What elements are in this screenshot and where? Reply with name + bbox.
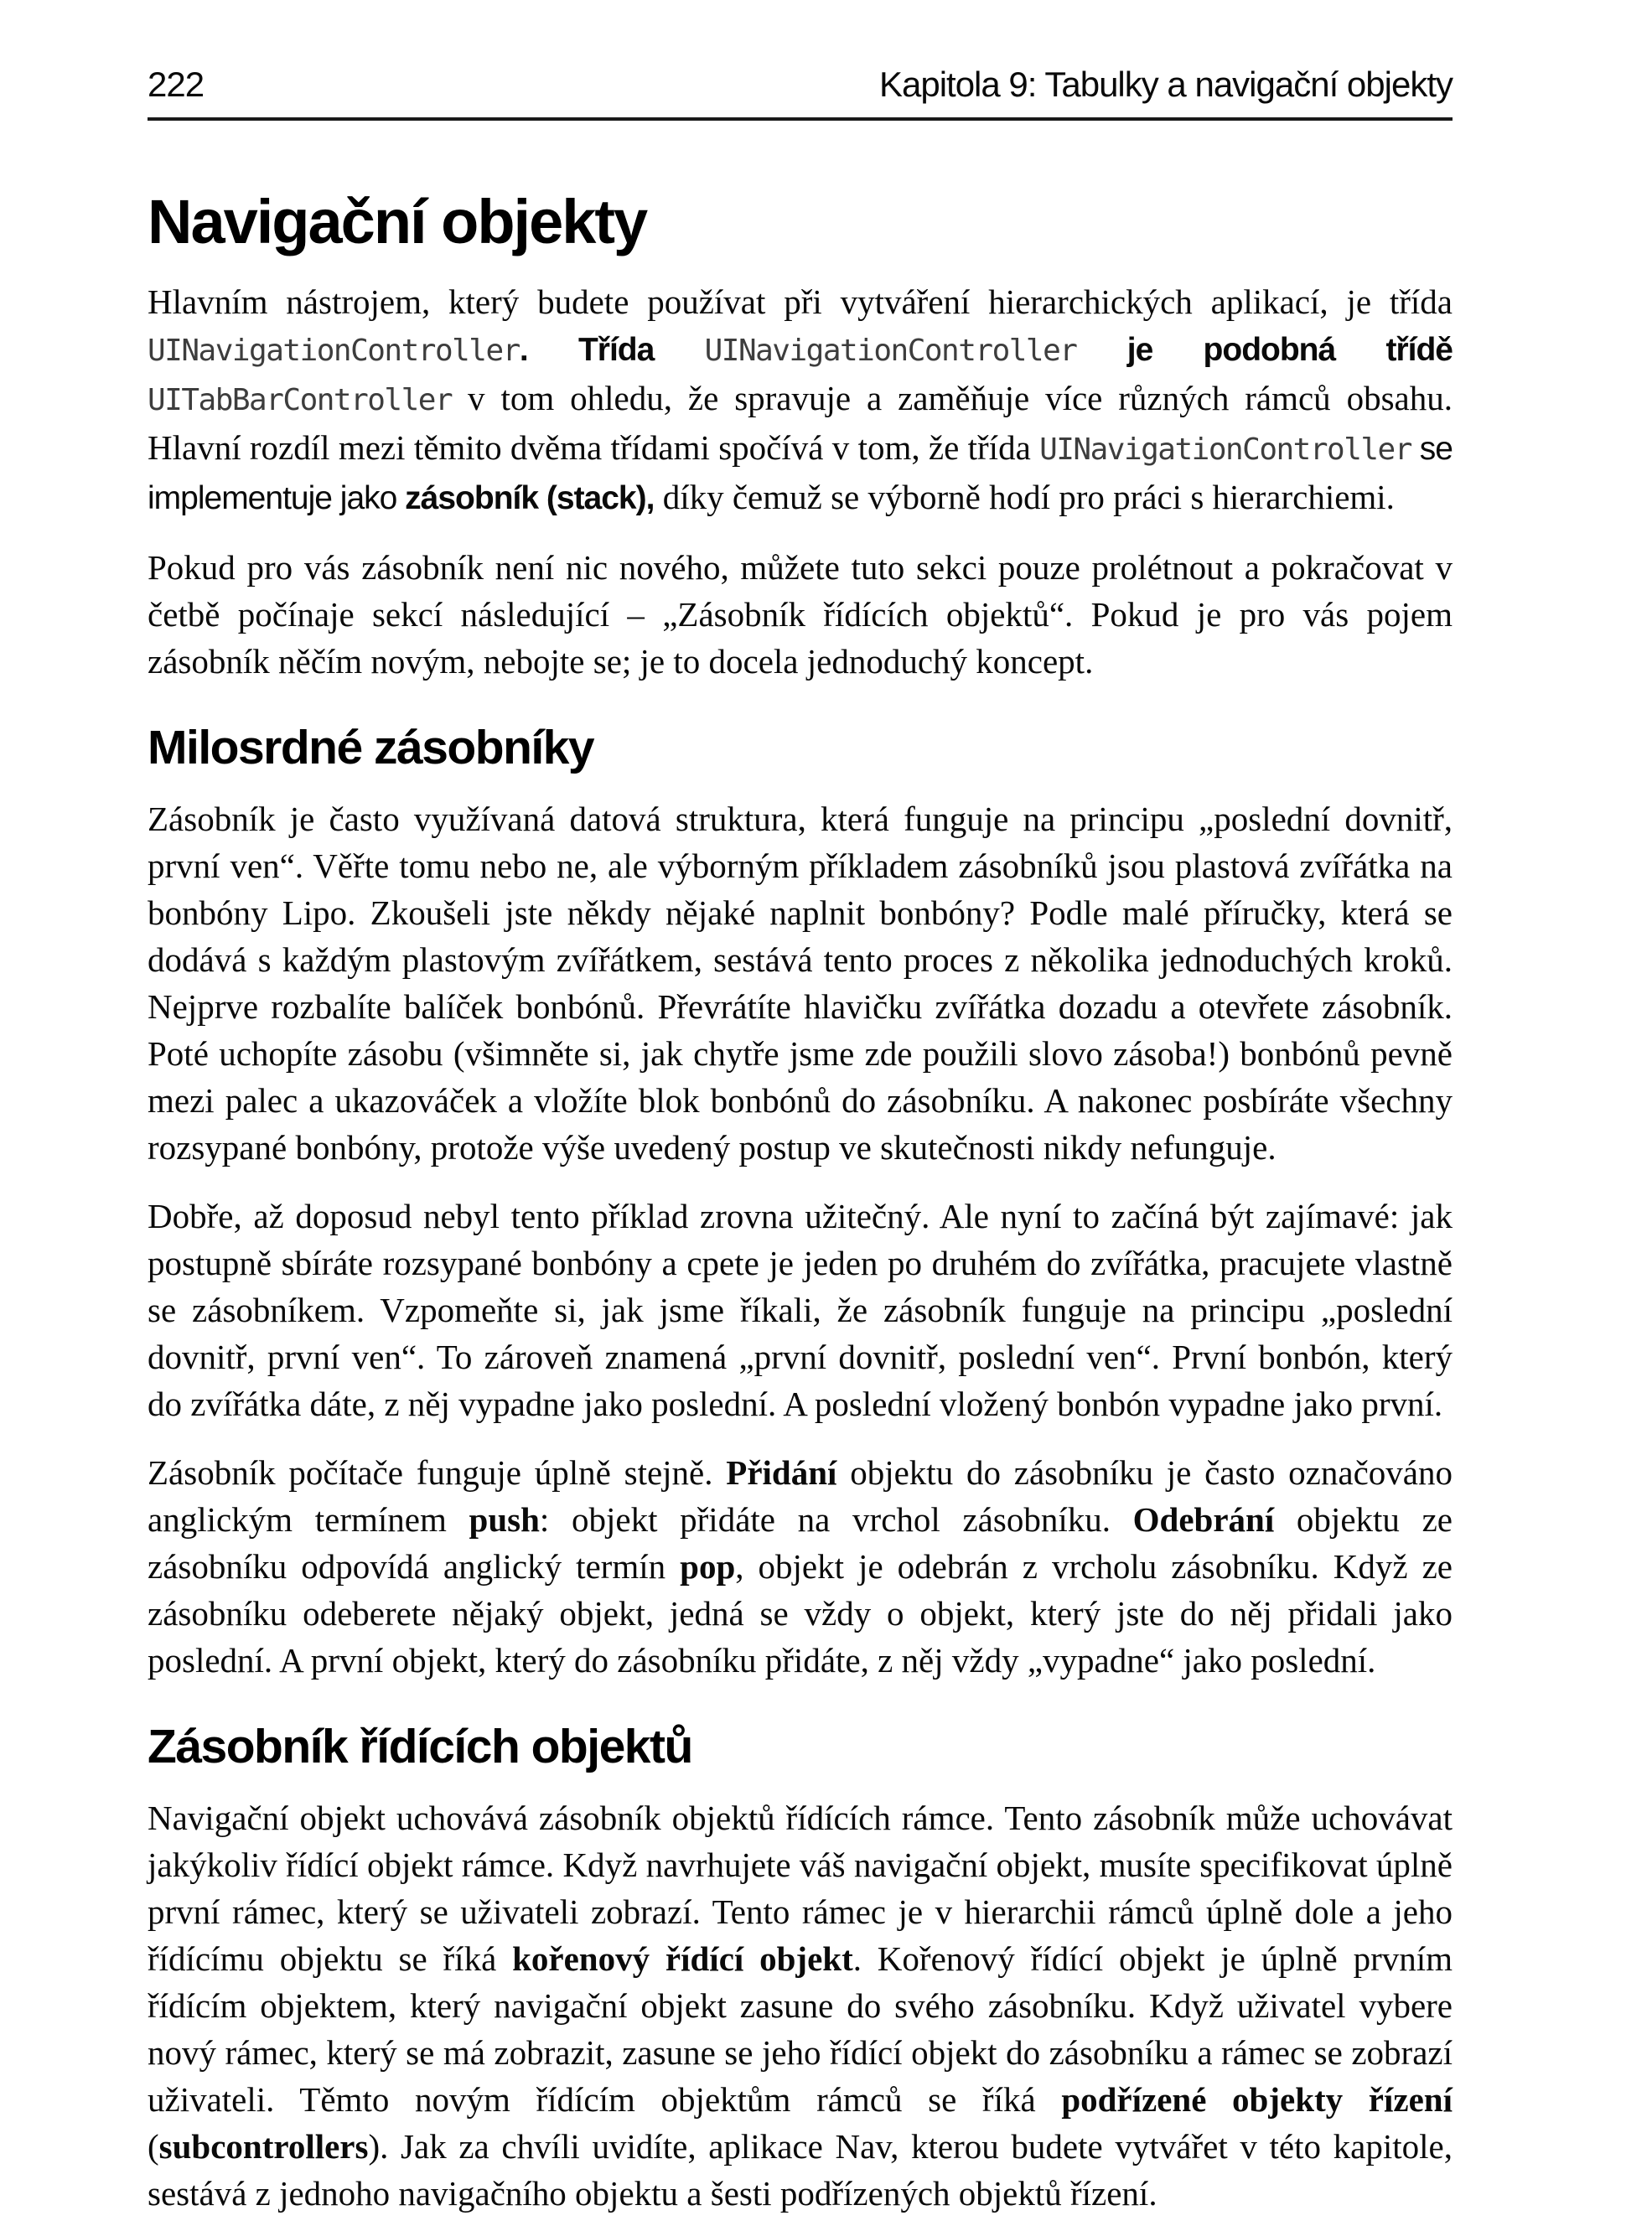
text-run: . Třída <box>519 332 705 368</box>
text-run: : objekt přidáte na vrchol zásobníku. <box>539 1499 1133 1539</box>
text-run: Hlavním nástrojem, který budete používat při vytváření hierarchických aplikací, je třída <box>148 282 1453 321</box>
running-header <box>148 64 1453 106</box>
text-run: ). Jak za chvíli uvidíte, aplikace Nav, kterou budete vytvářet v této kapitole, sestává z jednoho navigačního objektu a šesti podřízených objektů řízení. <box>148 2126 1453 2213</box>
text-run: v tom ohledu, že spravuje a zaměňuje více různých rámců obsahu. Hlavní rozdíl mezi těmito dvěma třídami spočívá v tom, že třída <box>148 379 1453 467</box>
text-run: Zásobník počítače funguje úplně stejně. <box>148 1452 727 1492</box>
text-run: Navigační objekt uchovává zásobník objektů řídících rámce. Tento zásobník může uchovávat jakýkoliv řídící objekt rámce. Když navrhujete váš navigační objekt, musíte specifikovat úplně první rámec, který se uživateli zobrazí. Tento rámec je v hierarchii rámců úplně dole a jeho řídícímu objektu se říká <box>148 1798 1453 1978</box>
text-run: push <box>469 1499 540 1539</box>
paragraph-stacks-2 <box>148 1193 1453 1427</box>
text-run: je podobná třídě <box>1076 332 1453 368</box>
chapter-title: Kapitola 9: Tabulky a navigační objekty <box>878 65 1453 104</box>
text-run: UINavigationController <box>1039 432 1411 467</box>
text-run: Pokud pro vás zásobník není nic nového, můžete tuto sekci pouze prolétnout a pokračovat v četbě počínaje sekcí následující – „Zásobník řídících objektů“. Pokud je pro vás pojem zásobník něčím novým, nebojte se; je to docela jednoduchý koncept. <box>148 548 1453 681</box>
text-run: ( <box>148 2126 159 2166</box>
section-heading-merciful-stacks: Milosrdné zásobníky <box>148 721 594 774</box>
text-run: stack <box>556 480 636 516</box>
header-rule <box>148 117 1453 121</box>
text-run: objektu do zásobníku je často označováno anglickým termínem <box>148 1452 1453 1539</box>
text-run: objektu ze zásobníku odpovídá anglický termín <box>148 1499 1453 1586</box>
text-run: subcontrollers <box>158 2126 369 2166</box>
text-run: ( <box>538 480 557 516</box>
text-run: pop <box>680 1546 736 1586</box>
text-run: Přidání <box>726 1452 837 1492</box>
text-run: ), <box>635 480 655 516</box>
text-run: Dobře, až doposud nebyl tento příklad zrovna užitečný. Ale nyní to začíná být zajímavé: jak postupně sbíráte rozsypané bonbóny a cpete je jeden po druhém do zvířátka, pracujete vlastně se zásobníkem. Vzpomeňte si, jak jsme říkali, že zásobník funguje na principu „poslední dovnitř, první ven“. To zároveň znamená „první dovnitř, poslední ven“. První bonbón, který do zvířátka dáte, z něj vypadne jako poslední. A poslední vložený bonbón vypadne jako první. <box>148 1196 1453 1423</box>
paragraph-intro-2 <box>148 544 1453 685</box>
text-run: , objekt je odebrán z vrcholu zásobníku. Když ze zásobníku odeberete nějaký objekt, jedná se vždy o objekt, který jste do něj přidali jako poslední. A první objekt, který do zásobníku přidáte, z něj vždy „vypadne“ jako poslední. <box>148 1546 1453 1680</box>
text-run: Odebrání <box>1132 1499 1275 1539</box>
text-run: Zásobník je často využívaná datová struktura, která funguje na principu „poslední dovnitř, první ven“. Věřte tomu nebo ne, ale výborným příkladem zásobníků jsou plastová zvířátka na bonbóny Lipo. Zkoušeli jste někdy nějaké naplnit bonbóny? Podle malé příručky, která se dodává s každým plastovým zvířátkem, sestává tento proces z několika jednoduchých kroků. Nejprve rozbalíte balíček bonbónů. Převrátíte hlavičku zvířátka dozadu a otevřete zásobník. Poté uchopíte zásobu (všimněte si, jak chytře jsme zde použili slovo zásoba!) bonbónů pevně mezi palec a ukazováček a vložíte blok bonbónů do zásobníku. A nakonec posbíráte všechny rozsypané bonbóny, protože výše uvedený postup ve skutečnosti nikdy nefunguje. <box>148 799 1453 1167</box>
text-run: UINavigationController <box>148 334 520 368</box>
page-number: 222 <box>148 65 205 104</box>
text-run: UITabBarController <box>148 383 453 417</box>
text-run: podřízené objekty řízení <box>1061 2079 1453 2119</box>
text-run: díky čemuž se výborně hodí pro práci s hierarchiemi. <box>654 478 1395 516</box>
text-run: se implementuje jako <box>148 431 1453 516</box>
text-run: zásobník <box>405 480 539 516</box>
text-run: . Kořenový řídící objekt je úplně prvním řídícím objektem, který navigační objekt zasune do svého zásobníku. Když uživatel vybere nový rámec, který se má zobrazit, zasune se jeho řídící objekt do zásobníku a rámec se zobrazí uživateli. Těmto novým řídícím objektům rámců se říká <box>148 1939 1453 2119</box>
section-heading-controller-stack: Zásobník řídících objektů <box>148 1719 692 1773</box>
paragraph-intro-1 <box>148 278 1453 522</box>
paragraph-stacks-1 <box>148 795 1453 1171</box>
text-run: UINavigationController <box>704 334 1077 368</box>
paragraph-stacks-3 <box>148 1449 1453 1684</box>
paragraph-controller-stack-1 <box>148 1794 1453 2217</box>
text-run: kořenový řídící objekt <box>512 1939 853 1978</box>
page-title: Navigační objekty <box>148 187 647 256</box>
